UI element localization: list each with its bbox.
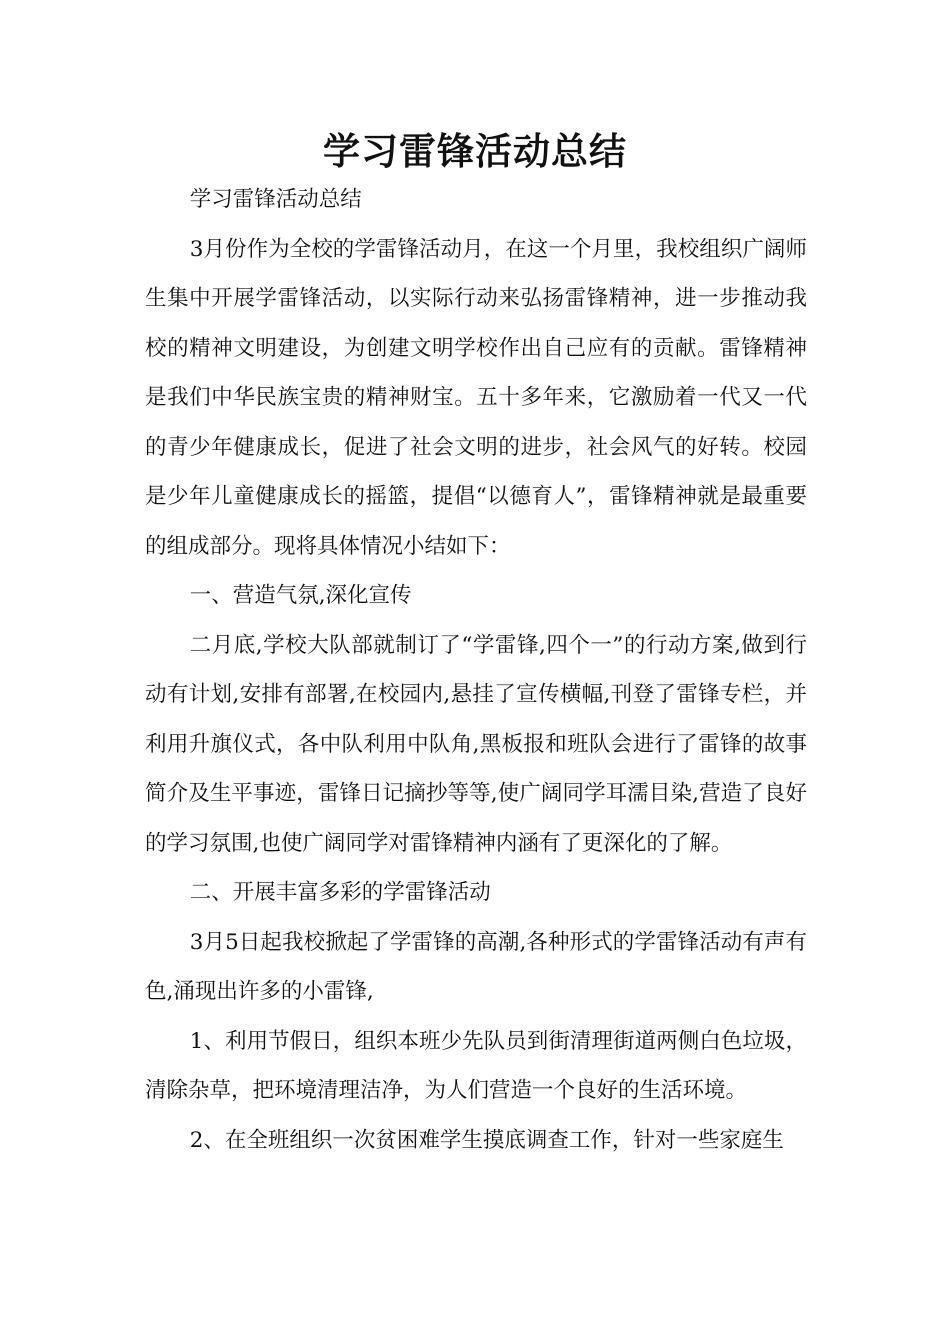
activity-item-1: 1、利用节假日，组织本班少先队员到街清理街道两侧白色垃圾，清除杂草，把环境清理洁净，为人们营造一个良好的生活环境。	[145, 1028, 807, 1103]
intro-paragraph: 3月份作为全校的学雷锋活动月，在这一个月里，我校组织广阔师生集中开展学雷锋活动，以实际行动来弘扬雷锋精神，进一步推动我校的精神文明建设，为创建文明学校作出自己应有的贡献。雷锋精神是我们中华民族宝贵的精神财宝。五十多年来，它激励着一代又一代的青少年健康成长，促进了社会文明的进步，社会风气的好转。校园是少年儿童健康成长的摇篮，提倡“以德育人”，雷锋精神就是最重要的组成部分。现将具体情况小结如下：	[145, 236, 807, 559]
activity-item-2: 2、在全班组织一次贫困难学生摸底调查工作，针对一些家庭生	[189, 1127, 784, 1153]
subtitle-paragraph: 学习雷锋活动总结	[189, 187, 362, 212]
section-1-paragraph: 二月底,学校大队部就制订了“学雷锋,四个一”的行动方案,做到行动有计划,安排有部署,在校园内,悬挂了宣传横幅,刊登了雷锋专栏，并利用升旗仪式，各中队利用中队角,黑板报和班队会进行了雷锋的故事简介及生平事迹，雷锋日记摘抄等等,使广阔同学耳濡目染,营造了良好的学习氛围,也使广阔同学对雷锋精神内涵有了更深化的了解。	[145, 632, 807, 856]
document-body	[145, 175, 807, 1165]
section-heading-2: 二、开展丰富多彩的学雷锋活动	[189, 880, 491, 905]
section-2-paragraph: 3月5日起我校掀起了学雷锋的高潮,各种形式的学雷锋活动有声有色,涌现出许多的小雷锋,	[145, 929, 807, 1004]
document-title: 学习雷锋活动总结	[323, 130, 627, 173]
section-heading-1: 一、营造气氛,深化宣传	[189, 583, 412, 608]
